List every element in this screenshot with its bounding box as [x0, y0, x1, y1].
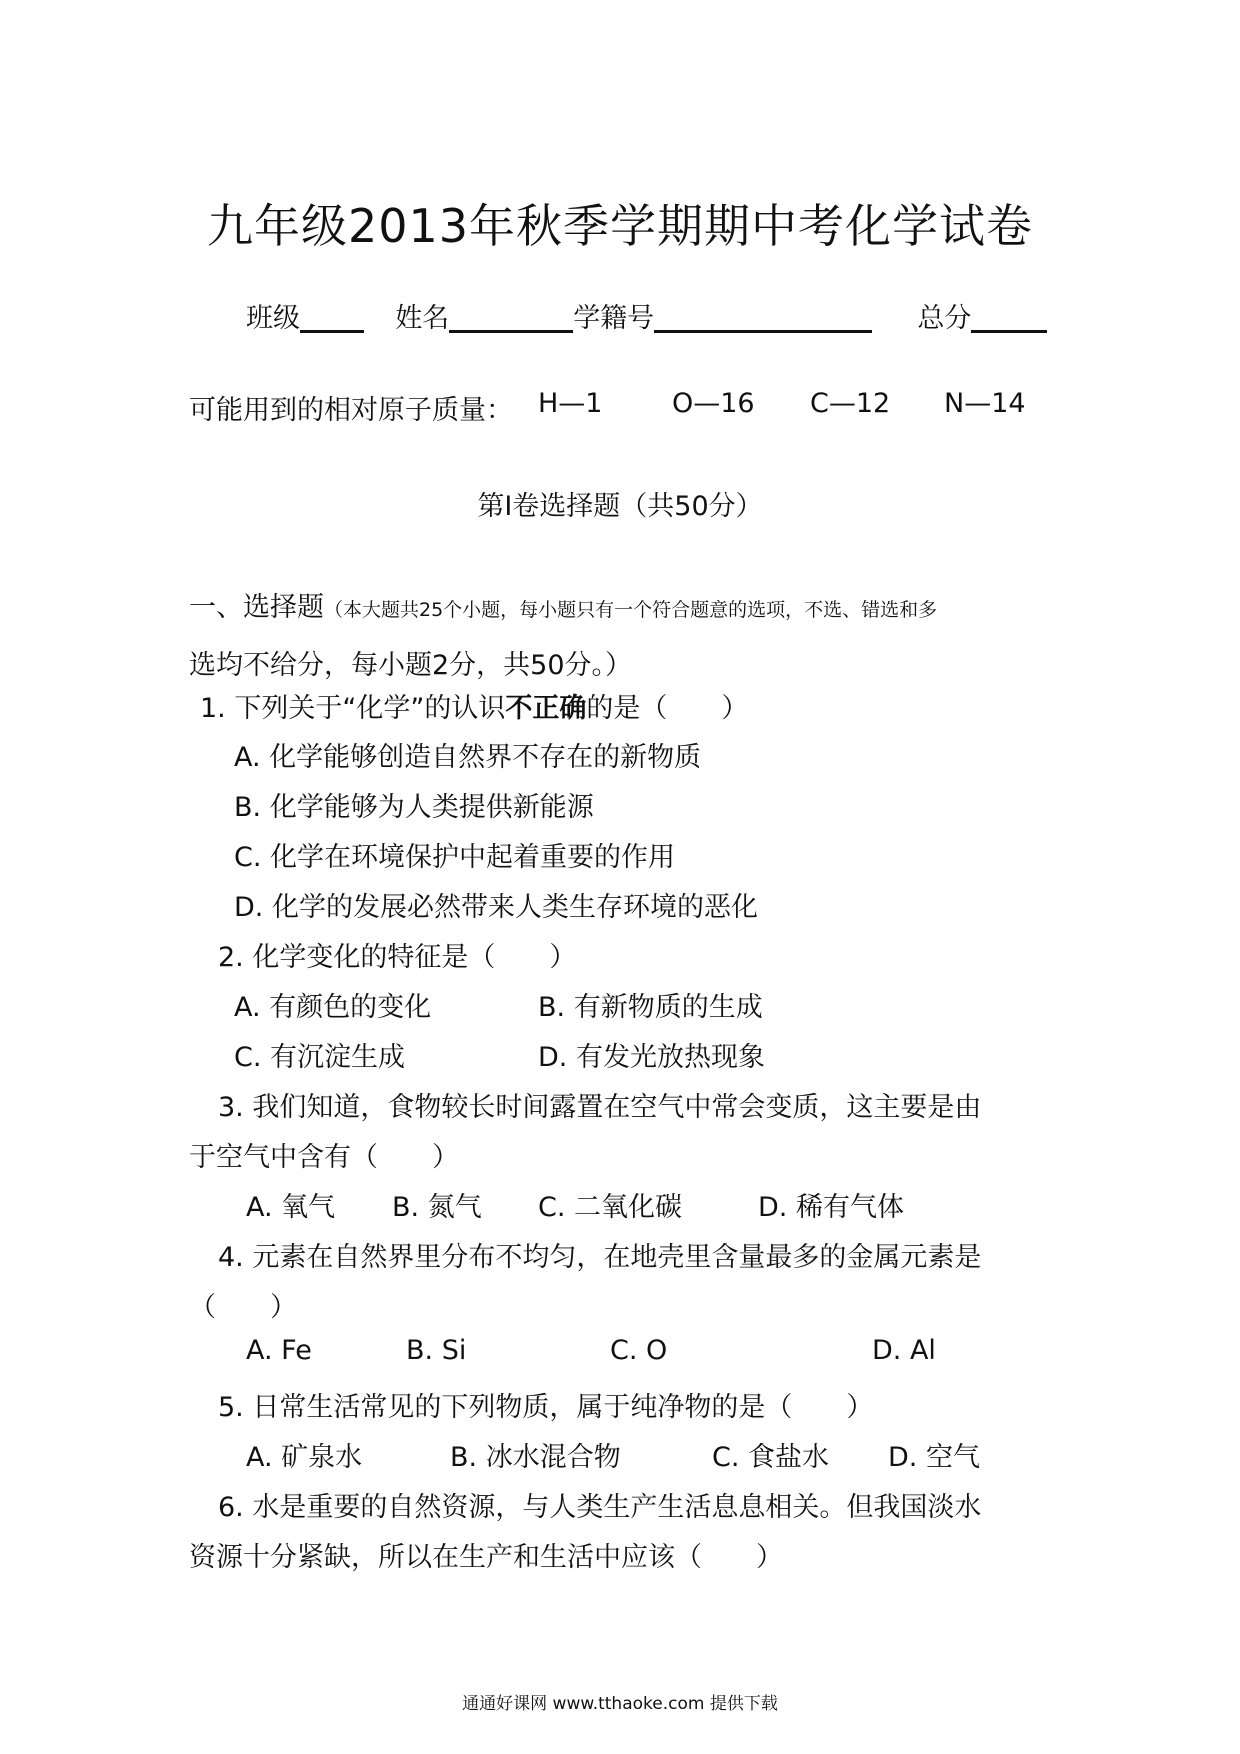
question-3-option-a: A. 氧气 — [246, 1192, 336, 1223]
question-1-stem-suffix: 的是（ ） — [586, 693, 749, 724]
question-2-option-a: A. 有颜色的变化 — [234, 992, 432, 1023]
question-3-option-d: D. 稀有气体 — [758, 1192, 904, 1223]
question-3-stem-line1: 3. 我们知道，食物较长时间露置在空气中常会变质，这主要是由 — [218, 1092, 982, 1123]
question-2-stem: 2. 化学变化的特征是（ ） — [218, 942, 577, 973]
question-1-stem — [200, 686, 748, 725]
name-blank — [449, 302, 573, 333]
question-4-option-c: C. O — [610, 1335, 668, 1366]
atomic-mass-label: 可能用到的相对原子质量： — [189, 395, 513, 426]
question-5-option-b: B. 冰水混合物 — [450, 1442, 621, 1473]
question-1-stem-emphasis: 不正确 — [505, 693, 587, 724]
question-4-option-d: D. Al — [872, 1335, 936, 1366]
question-4-option-b: B. Si — [406, 1335, 467, 1366]
class-label: 班级 — [246, 303, 300, 334]
question-3-option-b: B. 氮气 — [392, 1192, 482, 1223]
question-3-option-c: C. 二氧化碳 — [538, 1192, 683, 1223]
question-1-option-d: D. 化学的发展必然带来人类生存环境的恶化 — [234, 892, 758, 923]
question-4-stem-line1: 4. 元素在自然界里分布不均匀，在地壳里含量最多的金属元素是 — [218, 1242, 982, 1273]
question-4-stem-line2: （ ） — [189, 1292, 297, 1323]
part1-note-line2: 选均不给分，每小题2分，共50分。） — [189, 650, 633, 681]
footer-source: 通通好课网 www.tthaoke.com 提供下载 — [462, 1694, 778, 1714]
question-6-stem-line1: 6. 水是重要的自然资源，与人类生产生活息息相关。但我国淡水 — [218, 1492, 982, 1523]
question-6-stem-line2: 资源十分紧缺，所以在生产和生活中应该（ ） — [189, 1542, 783, 1573]
question-1-option-a: A. 化学能够创造自然界不存在的新物质 — [234, 742, 702, 773]
atomic-mass-h: H—1 — [538, 388, 603, 419]
atomic-mass-n: N—14 — [944, 388, 1026, 419]
question-2-option-b: B. 有新物质的生成 — [538, 992, 763, 1023]
class-blank — [300, 302, 364, 333]
question-1-option-c: C. 化学在环境保护中起着重要的作用 — [234, 842, 676, 873]
question-5-option-c: C. 食盐水 — [712, 1442, 830, 1473]
question-5-stem: 5. 日常生活常见的下列物质，属于纯净物的是（ ） — [218, 1392, 874, 1423]
question-5-option-d: D. 空气 — [888, 1442, 980, 1473]
atomic-mass-o: O—16 — [672, 388, 755, 419]
section-title: 第Ⅰ卷选择题（共50分） — [477, 491, 763, 522]
name-label: 姓名 — [395, 303, 450, 334]
total-blank — [971, 302, 1047, 333]
question-5-option-a: A. 矿泉水 — [246, 1442, 363, 1473]
question-1-option-b: B. 化学能够为人类提供新能源 — [234, 792, 594, 823]
question-2-option-c: C. 有沉淀生成 — [234, 1042, 406, 1073]
exam-title: 九年级2013年秋季学期期中考化学试卷 — [206, 199, 1034, 253]
header-fields — [246, 296, 1047, 335]
student-id-label: 学籍号 — [573, 303, 655, 334]
student-id-blank — [654, 302, 872, 333]
part1-heading: 一、选择题 — [189, 592, 324, 623]
question-1-stem-prefix: 1. 下列关于“化学”的认识 — [200, 693, 506, 724]
part1-note-line1: （本大题共25个小题，每小题只有一个符合题意的选项，不选、错选和多 — [324, 599, 938, 621]
question-3-stem-line2: 于空气中含有（ ） — [189, 1142, 459, 1173]
question-4-option-a: A. Fe — [246, 1335, 312, 1366]
total-label: 总分 — [917, 303, 972, 334]
question-2-option-d: D. 有发光放热现象 — [538, 1042, 765, 1073]
atomic-mass-c: C—12 — [810, 388, 891, 419]
part1-heading-line — [189, 585, 937, 624]
